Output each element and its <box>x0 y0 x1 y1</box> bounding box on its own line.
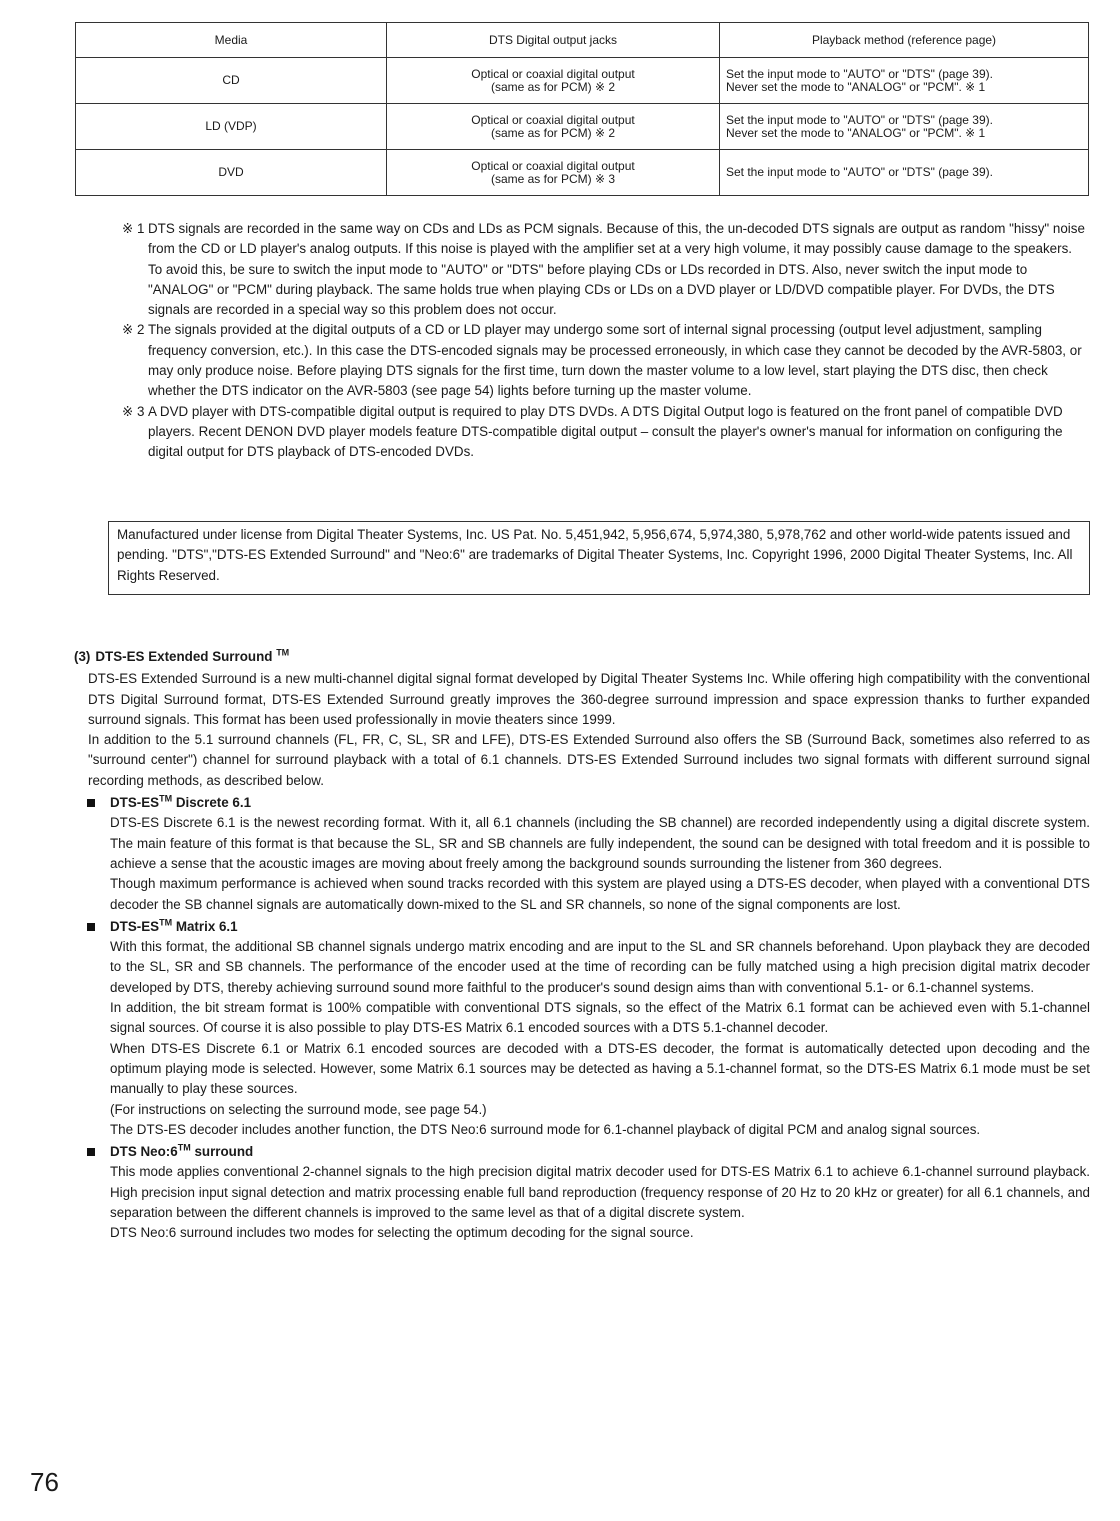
paragraph: (For instructions on selecting the surround mode, see page 54.) <box>110 1101 487 1117</box>
cell-jacks-line: Optical or coaxial digital output <box>471 112 635 127</box>
cell-jacks-line: (same as for PCM) ※ 3 <box>490 171 616 186</box>
subsection-title-text: DTS-ES <box>110 795 160 811</box>
header-playback: Playback method (reference page) <box>720 23 1089 58</box>
cell-jacks-line: Optical or coaxial digital output <box>471 66 635 81</box>
trademark-mark: TM <box>159 917 173 928</box>
paragraph: Though maximum performance is achieved when sound tracks recorded with this system are played using a DTS-ES decoder, when played with a conventional DTS decoder the SB channel signals are automatically down-mixed to the SL and SR channels, so none of the signal components are lost. <box>110 876 1090 912</box>
paragraph: DTS-ES Extended Surround is a new multi-channel digital signal format developed by Digital Theater Systems Inc. While offering high compatibility with the conventional DTS Digital Surround format, DTS-ES Extended Surround greatly improves the 360-degree surround impression and space expression thanks to further expanded surround signals. This format has been used professionally in movie theaters since 1999. <box>88 671 1090 727</box>
cell-playback-line: Never set the mode to "ANALOG" or "PCM". ※ 1 <box>726 79 986 94</box>
table-row <box>76 150 1089 196</box>
cell-jacks <box>387 150 720 196</box>
section-title: DTS-ES Extended Surround <box>95 649 273 664</box>
cell-jacks-line: (same as for PCM) ※ 2 <box>490 125 616 140</box>
subsection-title-text: Discrete 6.1 <box>172 795 252 811</box>
trademark-mark: TM <box>177 1142 191 1153</box>
paragraph: The DTS-ES decoder includes another function, the DTS Neo:6 surround mode for 6.1-channel playback of digital PCM and analog signal sources. <box>110 1121 981 1137</box>
footnote <box>122 320 1088 401</box>
cell-playback <box>720 150 1089 196</box>
section-number: (3) <box>74 649 91 664</box>
cell-playback-line: Never set the mode to "ANALOG" or "PCM". ※ 1 <box>726 125 986 140</box>
footnote-mark: ※ 2 <box>122 322 145 338</box>
header-media: Media <box>76 23 387 58</box>
table-row <box>76 104 1089 150</box>
footnote <box>122 219 1088 320</box>
cell-playback-line: Set the input mode to "AUTO" or "DTS" (page 39). <box>726 165 993 179</box>
footnote-text: DTS signals are recorded in the same way on CDs and LDs as PCM signals. Because of this, the un-decoded DTS signals are output as random "hissy" noise from the CD or LD player's analog outputs. If this noise is played with the amplifier set at a very high volume, it may possibly cause damage to the speakers. To avoid this, be sure to switch the input mode to "AUTO" or "DTS" before playing CDs or LDs recorded in DTS. Also, never switch the input mode to "ANALOG" or "PCM" during playback. The same holds true when playing CDs or LDs on a DVD player or LD/DVD compatible player. For DVDs, the DTS signals are recorded in a special way so this problem does not occur. <box>148 221 1085 318</box>
cell-media: DVD <box>76 150 387 196</box>
paragraph: DTS-ES Discrete 6.1 is the newest recording format. With it, all 6.1 channels (including the SB channel) are recorded independently using a digital discrete system. The main feature of this format is that because the SL, SR and SB channels are fully independent, the sound can be designed with total freedom and it is possible to achieve a sense that the acoustic images are moving about freely among the background sounds surrounding the listener from 360 degrees. <box>110 815 1090 871</box>
cell-playback-line: Set the input mode to "AUTO" or "DTS" (page 39). <box>726 66 993 81</box>
dts-es-section <box>74 647 1090 1244</box>
paragraph: DTS Neo:6 surround includes two modes for selecting the optimum decoding for the signal source. <box>110 1225 694 1241</box>
footnote-text: A DVD player with DTS-compatible digital output is required to play DTS DVDs. A DTS Digital Output logo is featured on the front panel of compatible DVD players. Recent DENON DVD player models feature DTS-compatible digital output – consult the player's owner's manual for information on configuring the digital output for DTS playback of DTS-encoded DVDs. <box>148 403 1063 460</box>
subsection-title-text: Matrix 6.1 <box>172 918 238 934</box>
subsection-title <box>110 793 1090 813</box>
subsection-title <box>110 1142 1090 1162</box>
cell-jacks-line: (same as for PCM) ※ 2 <box>490 79 616 94</box>
header-jacks: DTS Digital output jacks <box>387 23 720 58</box>
square-bullet-icon <box>87 799 95 807</box>
square-bullet-icon <box>87 1148 95 1156</box>
section-heading <box>74 647 1090 667</box>
footnote-mark: ※ 1 <box>122 221 145 236</box>
paragraph: With this format, the additional SB channel signals undergo matrix encoding and are input to the SL and SR channels beforehand. Upon playback they are decoded to the SL, SR and SB channels. The performance of the encoder used at the time of recording can be fully matched using a high precision digital matrix decoder developed by DTS, thereby achieving surround sound more faithful to the producer's sound design aims than with conventional 5.1- or 6.1-channel systems. <box>110 939 1090 995</box>
cell-playback-line: Set the input mode to "AUTO" or "DTS" (page 39). <box>726 112 993 127</box>
paragraph: When DTS-ES Discrete 6.1 or Matrix 6.1 encoded sources are decoded with a DTS-ES decoder, the format is automatically detected upon decoding and the optimum playing mode is selected. However, some Matrix 6.1 sources may be detected as having a 5.1-channel format, so the DTS-ES Matrix 6.1 mode must be set manually to play these sources. <box>110 1040 1090 1097</box>
cell-media: CD <box>76 58 387 104</box>
subsection-discrete <box>74 793 1090 915</box>
cell-jacks <box>387 58 720 104</box>
subsection-matrix <box>74 917 1090 1140</box>
license-box: Manufactured under license from Digital Theater Systems, Inc. US Pat. No. 5,451,942, 5,956,674, 5,974,380, 5,978,762 and other world-wide patents issued and pending. "DTS","DTS-ES Extended Surround" and "Neo:6" are trademarks of Digital Theater Systems, Inc. Copyright 1996, 2000 Digital Theater Systems, Inc. All Rights Reserved. <box>108 521 1090 595</box>
cell-playback <box>720 58 1089 104</box>
subsection-neo6 <box>74 1142 1090 1243</box>
cell-jacks <box>387 104 720 150</box>
media-table <box>75 22 1089 196</box>
footnotes <box>122 219 1088 463</box>
cell-playback <box>720 104 1089 150</box>
cell-media: LD (VDP) <box>76 104 387 150</box>
trademark-mark: TM <box>276 647 290 658</box>
square-bullet-icon <box>87 923 95 931</box>
trademark-mark: TM <box>159 793 173 804</box>
table-row <box>76 58 1089 104</box>
cell-jacks-line: Optical or coaxial digital output <box>471 158 635 173</box>
subsection-title-text: surround <box>190 1144 254 1160</box>
paragraph: In addition to the 5.1 surround channels (FL, FR, C, SL, SR and LFE), DTS-ES Extended Surround also offers the SB (Surround Back, sometimes also referred to as "surround center") channel for surround playback with a total of 6.1 channels. DTS-ES Extended Surround includes two signal formats with different surround signal recording methods, as described below. <box>88 732 1090 788</box>
page-number: 76 <box>30 1467 59 1497</box>
subsection-title-text: DTS Neo:6 <box>110 1144 178 1160</box>
footnote <box>122 402 1088 463</box>
section-body <box>74 669 1090 791</box>
footnote-mark: ※ 3 <box>122 403 145 419</box>
paragraph: In addition, the bit stream format is 100% compatible with conventional DTS signals, so the effect of the Matrix 6.1 format can be achieved even with 5.1-channel signal sources. Of course it is also possible to play DTS-ES Matrix 6.1 encoded sources with a DTS 5.1-channel decoder. <box>110 1000 1090 1036</box>
footnote-text: The signals provided at the digital outputs of a CD or LD player may undergo some sort of internal signal processing (output level adjustment, sampling frequency conversion, etc.). In this case the DTS-encoded signals may be processed erroneously, in which case they cannot be decoded by the AVR-5803, or may only produce noise. Before playing DTS signals for the first time, turn down the master volume to a low level, start playing the DTS disc, then check whether the DTS indicator on the AVR-5803 (see page 54) lights before turning up the master volume. <box>148 322 1082 399</box>
paragraph: This mode applies conventional 2-channel signals to the high precision digital matrix decoder used for DTS-ES Matrix 6.1 to achieve 6.1-channel surround playback. High precision input signal detection and matrix processing enable full band reproduction (frequency response of 20 Hz to 20 kHz or greater) for all 6.1 channels, and separation between the different channels is improved to the same level as that of a digital discrete system. <box>110 1164 1090 1221</box>
subsection-title <box>110 917 1090 937</box>
subsection-title-text: DTS-ES <box>110 918 160 934</box>
table-header-row <box>76 23 1089 58</box>
